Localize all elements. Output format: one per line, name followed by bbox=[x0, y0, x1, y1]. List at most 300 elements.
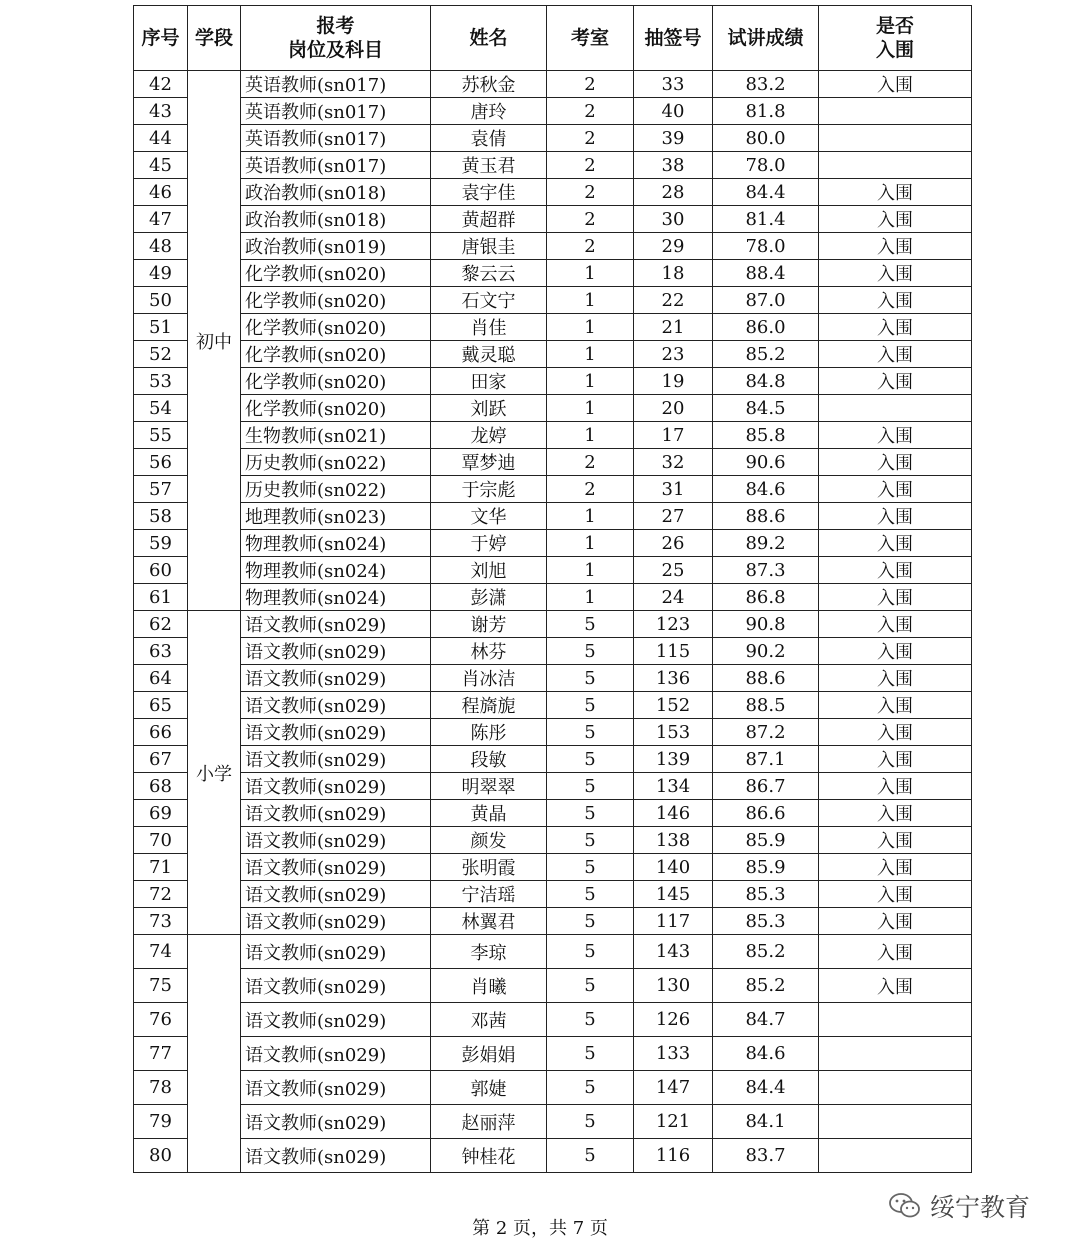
cell-seq: 77 bbox=[134, 1037, 188, 1071]
cell-seq: 52 bbox=[134, 341, 188, 368]
cell-room: 5 bbox=[547, 611, 634, 638]
cell-post: 英语教师(sn017) bbox=[241, 98, 431, 125]
table-row bbox=[134, 233, 972, 260]
cell-post: 化学教师(sn020) bbox=[241, 368, 431, 395]
cell-score: 88.5 bbox=[713, 692, 819, 719]
cell-seq: 69 bbox=[134, 800, 188, 827]
cell-draw: 18 bbox=[634, 260, 713, 287]
table-row bbox=[134, 827, 972, 854]
cell-room: 5 bbox=[547, 1037, 634, 1071]
table-row bbox=[134, 71, 972, 98]
cell-pass: 入围 bbox=[819, 692, 972, 719]
cell-draw: 143 bbox=[634, 935, 713, 969]
cell-pass: 入围 bbox=[819, 368, 972, 395]
cell-room: 1 bbox=[547, 422, 634, 449]
cell-score: 84.8 bbox=[713, 368, 819, 395]
cell-score: 90.8 bbox=[713, 611, 819, 638]
cell-room: 5 bbox=[547, 692, 634, 719]
cell-post: 化学教师(sn020) bbox=[241, 287, 431, 314]
cell-name: 覃梦迪 bbox=[431, 449, 547, 476]
cell-name: 刘旭 bbox=[431, 557, 547, 584]
cell-seq: 62 bbox=[134, 611, 188, 638]
cell-pass: 入围 bbox=[819, 341, 972, 368]
cell-room: 1 bbox=[547, 503, 634, 530]
cell-post: 化学教师(sn020) bbox=[241, 314, 431, 341]
cell-pass: 入围 bbox=[819, 665, 972, 692]
cell-score: 87.2 bbox=[713, 719, 819, 746]
cell-room: 5 bbox=[547, 827, 634, 854]
header-seq: 序号 bbox=[134, 6, 188, 71]
cell-seq: 48 bbox=[134, 233, 188, 260]
cell-seq: 58 bbox=[134, 503, 188, 530]
cell-score: 85.3 bbox=[713, 881, 819, 908]
cell-name: 肖曦 bbox=[431, 969, 547, 1003]
cell-draw: 134 bbox=[634, 773, 713, 800]
cell-name: 田家 bbox=[431, 368, 547, 395]
table-row bbox=[134, 287, 972, 314]
cell-pass: 入围 bbox=[819, 881, 972, 908]
cell-pass: 入围 bbox=[819, 287, 972, 314]
cell-pass: 入围 bbox=[819, 800, 972, 827]
cell-seq: 63 bbox=[134, 638, 188, 665]
table-row bbox=[134, 746, 972, 773]
cell-post: 英语教师(sn017) bbox=[241, 71, 431, 98]
cell-seq: 49 bbox=[134, 260, 188, 287]
cell-room: 2 bbox=[547, 125, 634, 152]
cell-room: 5 bbox=[547, 1139, 634, 1173]
cell-score: 85.2 bbox=[713, 341, 819, 368]
cell-draw: 147 bbox=[634, 1071, 713, 1105]
header-name: 姓名 bbox=[431, 6, 547, 71]
table-row bbox=[134, 125, 972, 152]
cell-pass: 入围 bbox=[819, 638, 972, 665]
cell-score: 81.8 bbox=[713, 98, 819, 125]
cell-draw: 21 bbox=[634, 314, 713, 341]
cell-pass bbox=[819, 1105, 972, 1139]
table-row bbox=[134, 1139, 972, 1173]
cell-room: 2 bbox=[547, 449, 634, 476]
header-post-line1: 报考 bbox=[316, 15, 355, 37]
cell-pass: 入围 bbox=[819, 71, 972, 98]
cell-name: 肖佳 bbox=[431, 314, 547, 341]
table-row bbox=[134, 530, 972, 557]
cell-name: 黄晶 bbox=[431, 800, 547, 827]
cell-room: 2 bbox=[547, 98, 634, 125]
cell-room: 2 bbox=[547, 206, 634, 233]
cell-seq: 50 bbox=[134, 287, 188, 314]
cell-post: 语文教师(sn029) bbox=[241, 719, 431, 746]
table-row bbox=[134, 665, 972, 692]
cell-score: 87.0 bbox=[713, 287, 819, 314]
cell-room: 1 bbox=[547, 530, 634, 557]
stage-junior: 初中 bbox=[188, 71, 241, 611]
cell-post: 语文教师(sn029) bbox=[241, 638, 431, 665]
cell-name: 龙婷 bbox=[431, 422, 547, 449]
cell-post: 物理教师(sn024) bbox=[241, 557, 431, 584]
cell-room: 1 bbox=[547, 557, 634, 584]
table-row bbox=[134, 503, 972, 530]
cell-post: 生物教师(sn021) bbox=[241, 422, 431, 449]
cell-name: 彭娟娟 bbox=[431, 1037, 547, 1071]
cell-draw: 152 bbox=[634, 692, 713, 719]
cell-pass: 入围 bbox=[819, 611, 972, 638]
cell-pass: 入围 bbox=[819, 449, 972, 476]
cell-name: 李琼 bbox=[431, 935, 547, 969]
cell-name: 戴灵聪 bbox=[431, 341, 547, 368]
table-row bbox=[134, 395, 972, 422]
cell-draw: 121 bbox=[634, 1105, 713, 1139]
header-post-line2: 岗位及科目 bbox=[287, 39, 383, 61]
cell-seq: 59 bbox=[134, 530, 188, 557]
cell-room: 1 bbox=[547, 260, 634, 287]
cell-name: 赵丽萍 bbox=[431, 1105, 547, 1139]
cell-room: 5 bbox=[547, 800, 634, 827]
cell-name: 张明霞 bbox=[431, 854, 547, 881]
cell-name: 肖冰洁 bbox=[431, 665, 547, 692]
cell-score: 84.1 bbox=[713, 1105, 819, 1139]
cell-post: 历史教师(sn022) bbox=[241, 449, 431, 476]
cell-post: 政治教师(sn018) bbox=[241, 179, 431, 206]
cell-seq: 66 bbox=[134, 719, 188, 746]
cell-seq: 61 bbox=[134, 584, 188, 611]
cell-seq: 68 bbox=[134, 773, 188, 800]
table-row bbox=[134, 881, 972, 908]
cell-post: 语文教师(sn029) bbox=[241, 908, 431, 935]
header-pass bbox=[819, 6, 972, 71]
cell-seq: 75 bbox=[134, 969, 188, 1003]
table-row bbox=[134, 260, 972, 287]
cell-pass bbox=[819, 1139, 972, 1173]
cell-post: 语文教师(sn029) bbox=[241, 827, 431, 854]
cell-seq: 78 bbox=[134, 1071, 188, 1105]
cell-pass: 入围 bbox=[819, 233, 972, 260]
cell-room: 2 bbox=[547, 71, 634, 98]
cell-post: 政治教师(sn018) bbox=[241, 206, 431, 233]
cell-name: 文华 bbox=[431, 503, 547, 530]
cell-pass: 入围 bbox=[819, 908, 972, 935]
cell-name: 唐玲 bbox=[431, 98, 547, 125]
table-row bbox=[134, 908, 972, 935]
cell-draw: 29 bbox=[634, 233, 713, 260]
wechat-icon bbox=[888, 1191, 922, 1221]
cell-post: 物理教师(sn024) bbox=[241, 584, 431, 611]
header-post bbox=[241, 6, 431, 71]
table-row bbox=[134, 692, 972, 719]
cell-post: 语文教师(sn029) bbox=[241, 1071, 431, 1105]
cell-draw: 33 bbox=[634, 71, 713, 98]
cell-draw: 123 bbox=[634, 611, 713, 638]
cell-draw: 139 bbox=[634, 746, 713, 773]
cell-seq: 80 bbox=[134, 1139, 188, 1173]
cell-draw: 17 bbox=[634, 422, 713, 449]
cell-name: 钟桂花 bbox=[431, 1139, 547, 1173]
cell-room: 2 bbox=[547, 233, 634, 260]
cell-name: 彭潇 bbox=[431, 584, 547, 611]
cell-pass: 入围 bbox=[819, 530, 972, 557]
cell-pass: 入围 bbox=[819, 584, 972, 611]
cell-seq: 55 bbox=[134, 422, 188, 449]
cell-draw: 32 bbox=[634, 449, 713, 476]
page-footer: 第 2 页，共 7 页 bbox=[472, 1218, 608, 1239]
cell-draw: 38 bbox=[634, 152, 713, 179]
cell-seq: 47 bbox=[134, 206, 188, 233]
cell-draw: 26 bbox=[634, 530, 713, 557]
cell-name: 明翠翠 bbox=[431, 773, 547, 800]
cell-draw: 30 bbox=[634, 206, 713, 233]
cell-draw: 31 bbox=[634, 476, 713, 503]
cell-room: 1 bbox=[547, 314, 634, 341]
cell-post: 政治教师(sn019) bbox=[241, 233, 431, 260]
table-row bbox=[134, 152, 972, 179]
cell-room: 5 bbox=[547, 854, 634, 881]
cell-seq: 79 bbox=[134, 1105, 188, 1139]
cell-seq: 72 bbox=[134, 881, 188, 908]
cell-seq: 54 bbox=[134, 395, 188, 422]
cell-post: 语文教师(sn029) bbox=[241, 881, 431, 908]
cell-post: 语文教师(sn029) bbox=[241, 800, 431, 827]
cell-score: 84.7 bbox=[713, 1003, 819, 1037]
cell-score: 86.7 bbox=[713, 773, 819, 800]
cell-post: 语文教师(sn029) bbox=[241, 692, 431, 719]
cell-post: 地理教师(sn023) bbox=[241, 503, 431, 530]
cell-score: 85.2 bbox=[713, 935, 819, 969]
cell-room: 5 bbox=[547, 719, 634, 746]
cell-draw: 133 bbox=[634, 1037, 713, 1071]
cell-pass: 入围 bbox=[819, 773, 972, 800]
cell-draw: 27 bbox=[634, 503, 713, 530]
cell-seq: 57 bbox=[134, 476, 188, 503]
cell-draw: 28 bbox=[634, 179, 713, 206]
table-row bbox=[134, 1105, 972, 1139]
watermark bbox=[888, 1188, 1030, 1224]
cell-draw: 23 bbox=[634, 341, 713, 368]
cell-name: 郭婕 bbox=[431, 1071, 547, 1105]
cell-post: 语文教师(sn029) bbox=[241, 935, 431, 969]
cell-draw: 25 bbox=[634, 557, 713, 584]
cell-room: 2 bbox=[547, 476, 634, 503]
cell-score: 88.6 bbox=[713, 665, 819, 692]
cell-pass: 入围 bbox=[819, 503, 972, 530]
cell-pass bbox=[819, 125, 972, 152]
cell-name: 于婷 bbox=[431, 530, 547, 557]
table-row bbox=[134, 800, 972, 827]
cell-draw: 116 bbox=[634, 1139, 713, 1173]
cell-room: 5 bbox=[547, 881, 634, 908]
cell-seq: 53 bbox=[134, 368, 188, 395]
cell-pass bbox=[819, 1003, 972, 1037]
cell-room: 1 bbox=[547, 584, 634, 611]
cell-post: 语文教师(sn029) bbox=[241, 969, 431, 1003]
cell-score: 85.9 bbox=[713, 827, 819, 854]
table-row bbox=[134, 557, 972, 584]
cell-seq: 56 bbox=[134, 449, 188, 476]
cell-pass bbox=[819, 152, 972, 179]
cell-score: 87.3 bbox=[713, 557, 819, 584]
table-row bbox=[134, 1037, 972, 1071]
cell-room: 1 bbox=[547, 368, 634, 395]
table-row bbox=[134, 368, 972, 395]
table-row bbox=[134, 449, 972, 476]
cell-post: 英语教师(sn017) bbox=[241, 125, 431, 152]
cell-pass bbox=[819, 1037, 972, 1071]
cell-score: 85.2 bbox=[713, 969, 819, 1003]
cell-draw: 153 bbox=[634, 719, 713, 746]
table-row bbox=[134, 1003, 972, 1037]
cell-pass: 入围 bbox=[819, 422, 972, 449]
cell-post: 历史教师(sn022) bbox=[241, 476, 431, 503]
cell-name: 袁倩 bbox=[431, 125, 547, 152]
table-row bbox=[134, 969, 972, 1003]
cell-post: 语文教师(sn029) bbox=[241, 746, 431, 773]
cell-room: 5 bbox=[547, 908, 634, 935]
cell-seq: 42 bbox=[134, 71, 188, 98]
cell-post: 英语教师(sn017) bbox=[241, 152, 431, 179]
cell-seq: 46 bbox=[134, 179, 188, 206]
cell-score: 87.1 bbox=[713, 746, 819, 773]
cell-name: 黎云云 bbox=[431, 260, 547, 287]
cell-score: 78.0 bbox=[713, 233, 819, 260]
cell-pass: 入围 bbox=[819, 179, 972, 206]
cell-draw: 117 bbox=[634, 908, 713, 935]
cell-seq: 43 bbox=[134, 98, 188, 125]
cell-name: 邓茜 bbox=[431, 1003, 547, 1037]
cell-pass bbox=[819, 98, 972, 125]
table-row bbox=[134, 638, 972, 665]
cell-seq: 44 bbox=[134, 125, 188, 152]
cell-score: 83.7 bbox=[713, 1139, 819, 1173]
cell-score: 89.2 bbox=[713, 530, 819, 557]
table-row bbox=[134, 98, 972, 125]
cell-seq: 74 bbox=[134, 935, 188, 969]
cell-score: 85.9 bbox=[713, 854, 819, 881]
cell-room: 1 bbox=[547, 395, 634, 422]
cell-draw: 20 bbox=[634, 395, 713, 422]
cell-name: 段敏 bbox=[431, 746, 547, 773]
cell-pass: 入围 bbox=[819, 827, 972, 854]
cell-name: 袁宇佳 bbox=[431, 179, 547, 206]
cell-name: 刘跃 bbox=[431, 395, 547, 422]
cell-score: 86.6 bbox=[713, 800, 819, 827]
cell-draw: 130 bbox=[634, 969, 713, 1003]
cell-draw: 145 bbox=[634, 881, 713, 908]
header-stage: 学段 bbox=[188, 6, 241, 71]
cell-name: 唐银圭 bbox=[431, 233, 547, 260]
cell-pass bbox=[819, 395, 972, 422]
cell-post: 语文教师(sn029) bbox=[241, 773, 431, 800]
cell-score: 86.8 bbox=[713, 584, 819, 611]
cell-draw: 136 bbox=[634, 665, 713, 692]
table-row bbox=[134, 584, 972, 611]
cell-score: 88.4 bbox=[713, 260, 819, 287]
table-row bbox=[134, 854, 972, 881]
header-pass-line2: 入围 bbox=[875, 39, 914, 61]
cell-seq: 67 bbox=[134, 746, 188, 773]
cell-room: 5 bbox=[547, 969, 634, 1003]
cell-pass: 入围 bbox=[819, 746, 972, 773]
cell-name: 颜发 bbox=[431, 827, 547, 854]
cell-name: 谢芳 bbox=[431, 611, 547, 638]
cell-room: 1 bbox=[547, 287, 634, 314]
cell-seq: 64 bbox=[134, 665, 188, 692]
cell-pass: 入围 bbox=[819, 206, 972, 233]
cell-draw: 126 bbox=[634, 1003, 713, 1037]
stage-primary: 小学 bbox=[188, 611, 241, 935]
cell-room: 5 bbox=[547, 638, 634, 665]
cell-seq: 60 bbox=[134, 557, 188, 584]
cell-post: 物理教师(sn024) bbox=[241, 530, 431, 557]
cell-pass: 入围 bbox=[819, 719, 972, 746]
cell-room: 5 bbox=[547, 1003, 634, 1037]
table-row bbox=[134, 773, 972, 800]
cell-name: 黄超群 bbox=[431, 206, 547, 233]
cell-name: 黄玉君 bbox=[431, 152, 547, 179]
cell-seq: 70 bbox=[134, 827, 188, 854]
results-table bbox=[133, 5, 972, 1173]
stage-empty bbox=[188, 935, 241, 1173]
cell-post: 化学教师(sn020) bbox=[241, 395, 431, 422]
cell-room: 2 bbox=[547, 179, 634, 206]
cell-pass: 入围 bbox=[819, 557, 972, 584]
cell-room: 5 bbox=[547, 1071, 634, 1105]
cell-draw: 40 bbox=[634, 98, 713, 125]
table-row bbox=[134, 341, 972, 368]
header-room: 考室 bbox=[547, 6, 634, 71]
cell-room: 5 bbox=[547, 665, 634, 692]
table-row bbox=[134, 206, 972, 233]
cell-pass: 入围 bbox=[819, 476, 972, 503]
cell-score: 80.0 bbox=[713, 125, 819, 152]
cell-score: 84.5 bbox=[713, 395, 819, 422]
cell-score: 84.6 bbox=[713, 476, 819, 503]
cell-score: 90.2 bbox=[713, 638, 819, 665]
cell-score: 86.0 bbox=[713, 314, 819, 341]
cell-room: 5 bbox=[547, 746, 634, 773]
table-row bbox=[134, 179, 972, 206]
cell-seq: 76 bbox=[134, 1003, 188, 1037]
cell-post: 语文教师(sn029) bbox=[241, 1105, 431, 1139]
cell-draw: 140 bbox=[634, 854, 713, 881]
cell-pass: 入围 bbox=[819, 854, 972, 881]
cell-draw: 115 bbox=[634, 638, 713, 665]
table-row bbox=[134, 314, 972, 341]
cell-score: 84.4 bbox=[713, 179, 819, 206]
cell-seq: 51 bbox=[134, 314, 188, 341]
cell-name: 陈彤 bbox=[431, 719, 547, 746]
cell-seq: 71 bbox=[134, 854, 188, 881]
cell-post: 语文教师(sn029) bbox=[241, 1037, 431, 1071]
cell-score: 78.0 bbox=[713, 152, 819, 179]
cell-name: 林芬 bbox=[431, 638, 547, 665]
cell-score: 81.4 bbox=[713, 206, 819, 233]
cell-room: 1 bbox=[547, 341, 634, 368]
cell-score: 83.2 bbox=[713, 71, 819, 98]
cell-seq: 45 bbox=[134, 152, 188, 179]
cell-post: 语文教师(sn029) bbox=[241, 854, 431, 881]
watermark-text: 绥宁教育 bbox=[930, 1193, 1031, 1222]
cell-name: 石文宁 bbox=[431, 287, 547, 314]
cell-score: 84.4 bbox=[713, 1071, 819, 1105]
cell-post: 语文教师(sn029) bbox=[241, 611, 431, 638]
cell-name: 林翼君 bbox=[431, 908, 547, 935]
cell-post: 语文教师(sn029) bbox=[241, 665, 431, 692]
cell-post: 语文教师(sn029) bbox=[241, 1003, 431, 1037]
cell-room: 5 bbox=[547, 935, 634, 969]
cell-score: 90.6 bbox=[713, 449, 819, 476]
table-row bbox=[134, 422, 972, 449]
cell-room: 2 bbox=[547, 152, 634, 179]
cell-room: 5 bbox=[547, 1105, 634, 1139]
cell-pass bbox=[819, 1071, 972, 1105]
